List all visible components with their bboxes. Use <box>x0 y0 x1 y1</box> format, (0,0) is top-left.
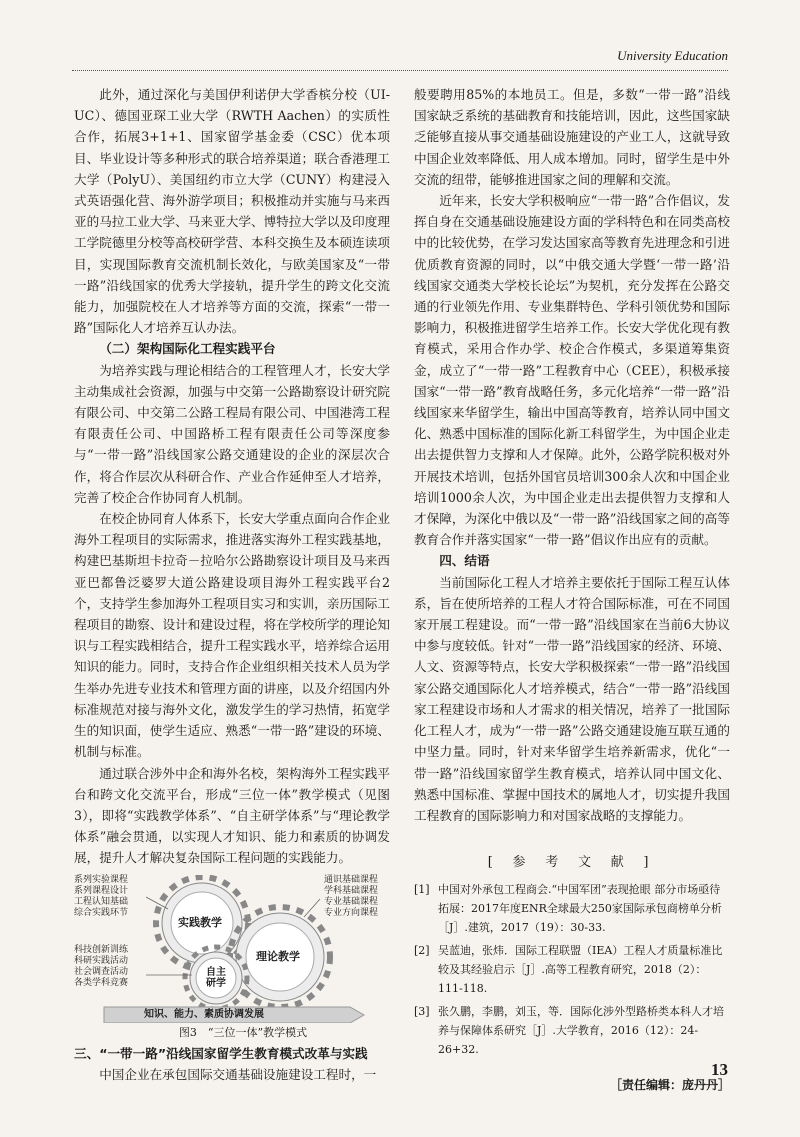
figure-caption: 图3 “三位一体”教学模式 <box>178 1025 308 1039</box>
left-top-labels: 系列实验课程 系列课程设计 工程认知基础 综合实践环节 <box>74 874 129 918</box>
paragraph: 中国企业在承包国际交通基础设施建设工程时，一 <box>99 1066 377 1082</box>
paragraph: 为培养实践与理论相结合的工程管理人才，长安大学主动集成社会资源，加强与中交第一公路勘察设计研究院有限公司、中交第二公路工程局有限公司、中国港湾工程有限责任公司、中国路桥工程有限责任公司等深度参与“一带一路”沿线国家公路交通建设的企业的深层次合作，将合作层次从科研合作、产业合作延伸至人才培养，完善了校企合作协同育人机制。 <box>74 362 390 505</box>
paragraph: 般要聘用85%的本地员工。但是，多数“一带一路”沿线国家缺乏系统的基础教育和技能培训，因此，这些国家缺乏能够直接从事交通基础设施建设的产业工人，这就导致中国企业效率降低、用人成本增加。同时，留学生是中外交流的纽带，能够推进国家之间的理解和交流。 <box>414 87 730 187</box>
right-top-labels: 通识基础课程 学科基础课程 专业基础课程 专业方向课程 <box>324 874 379 918</box>
paragraph: 此外，通过深化与美国伊利诺伊大学香槟分校（UI-UC）、德国亚琛工业大学（RWTH Aachen）的实质性合作，拓展3+1+1、国家留学基金委（CSC）优本项目、毕业设计等多种形式的联合培养渠道；联合香港理工大学（PolyU）、美国纽约市立大学（CUNY）构建浸入式英语强化营、海外游学项目；积极推动并实施与马来西亚的马拉工业大学、马来亚大学、博特拉大学以及印度理工学院德里分校等高校研学营、本科交换生及本硕连读项目，实现国际教育交流机制长效化，与欧美国家及“一带一路”沿线国家的优秀大学接轨，提升学生的跨文化交流能力，加强院校在人才培养等方面的交流，探索“一带一路”国际化人才培养互认办法。 <box>74 87 390 336</box>
bottom-arrow-label: 知识、能力、素质协调发展 <box>144 1008 264 1020</box>
paragraph: 当前国际化工程人才培养主要依托于国际工程互认体系，旨在使所培养的工程人才符合国际标准，可在不同国家开展工程建设。而“一带一路”沿线国家在当前6大协议中参与度较低。针对“一带一路”沿线国家的经济、环境、人文、资源等特点，长安大学积极探索“一带一路”沿线国家公路交通国际化人才培养模式，结合“一带一路”沿线国家工程建设市场和人才需求的相关情况，培养了一批国际化工程人才，成为“一带一路”公路交通建设施互联互通的中坚力量。同时，针对来华留学生培养新需求，优化“一带一路”沿线国家留学生教育模式，培养认同中国文化、熟悉中国标准、掌握中国技术的属地人才，切实提升我国工程教育的国际影响力和对国家战略的支撑能力。 <box>414 574 730 823</box>
left-bottom-labels: 科技创新训练 科研实践活动 社会调查活动 各类学科竞赛 <box>74 944 129 988</box>
section-heading: 四、结语 <box>439 553 490 569</box>
three-in-one-diagram <box>74 875 390 1023</box>
reference-item: [2] 吴蓝迪，张炜．国际工程联盟（IEA）工程人才质量标准比较及其经验启示［J］.高等工程教育研究，2018（2）：111-118. <box>414 944 723 996</box>
left-column <box>74 84 390 1085</box>
reference-item: [3] 张久鹏，李鹏，刘玉，等．国际化涉外型路桥类本科人才培养与保障体系研究［J］.大学教育，2016（12）：24-26+32. <box>414 1005 724 1057</box>
gear-theory-label: 理论教学 <box>256 949 300 963</box>
references-title: [ 参 考 文 献 ] <box>487 855 657 871</box>
responsible-editor: ［责任编辑：庞丹丹］ <box>609 1078 730 1093</box>
section-heading: 三、“一带一路”沿线国家留学生教育模式改革与实践 <box>74 1045 368 1061</box>
section-heading: （二）架构国际化工程实践平台 <box>99 341 276 357</box>
reference-item: [1] 中国对外承包工程商会.“中国军团”表现抢眼 部分市场亟待拓展：2017年度ENR全球最大250家国际承包商榜单分析［J］.建筑，2017（19）：30-33. <box>414 883 722 935</box>
running-header <box>72 48 728 71</box>
journal-name: University Education <box>617 48 728 63</box>
gear-practice-label: 实践教学 <box>178 915 222 929</box>
right-column <box>414 84 730 1096</box>
paragraph: 在校企协同育人体系下，长安大学重点面向合作企业海外工程项目的实际需求，推进落实海外工程实践基地，构建巴基斯坦卡拉奇－拉哈尔公路勘察设计项目及马来西亚巴都鲁泛婆罗大道公路建设项目海外工程实践平台2个，支持学生参加海外工程项目实习和实训，亲历国际工程项目的勘察、设计和建设过程，将在学校所学的理论知识与工程实践相结合，提升工程实践水平，培养综合运用知识的能力。同时，支持合作企业组织相关技术人员为学生举办先进专业技术和管理方面的讲座，以及介绍国内外标准规范对接与海外文化，激发学生的学习热情，拓宽学生的知识面，使学生适应、熟悉“一带一路”建设的环境、机制与标准。 <box>74 511 390 760</box>
page-number: 13 <box>711 1060 728 1079</box>
paragraph: 通过联合涉外中企和海外名校，架构海外工程实践平台和跨文化交流平台，形成“三位一体”教学模式（见图3），即将“实践教学体系”、“自主研学体系”与“理论教学体系”融会贯通，以实现人才知识、能力和素质的协调发展，提升人才解决复杂国际工程问题的实践能力。 <box>74 765 390 866</box>
gear-self-study-label: 自主研学 <box>206 966 226 989</box>
paragraph: 近年来，长安大学积极响应“一带一路”合作倡议，发挥自身在交通基础设施建设方面的学科特色和在同类高校中的比较优势，在学习发达国家高等教育先进理念和引进优质教育资源的同时，以“中俄交通大学暨‘一带一路’沿线国家交通类大学校长论坛”为契机，充分发挥在公路交通的行业领先作用、专业集群特色、学科引领优势和国际影响力，积极推进留学生培养工作。长安大学优化现有教育模式，采用合作办学、校企合作模式，多渠道筹集资金，成立了“一带一路”工程教育中心（CEE），积极承接国家“一带一路”教育战略任务，多元化培养“一带一路”沿线国家来华留学生，输出中国高等教育，培养认同中国文化、熟悉中国标准的国际化新工科留学生，为中国企业走出去提供智力支撑和人才保障。此外，公路学院积极对外开展技术培训，包括外国官员培训300余人次和中国企业培训1000余人次，为中国企业走出去提供智力支撑和人才保障，为深化中俄以及“一带一路”沿线国家之间的高等教育合作并落实国家“一带一路”倡议作出应有的贡献。 <box>414 193 730 548</box>
